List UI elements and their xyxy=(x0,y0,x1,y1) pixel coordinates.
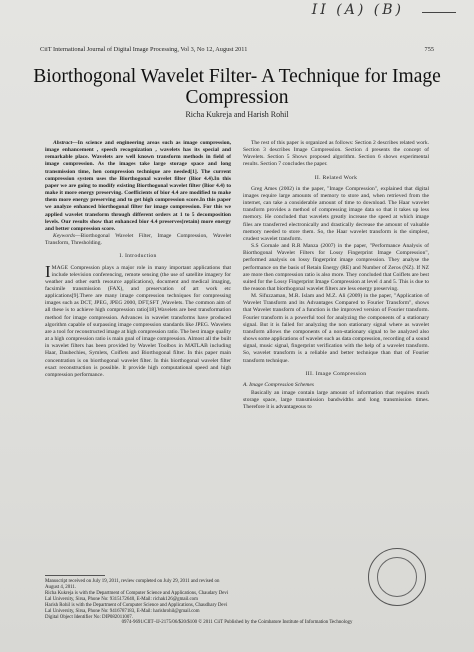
journal-info: CiiT International Journal of Digital Image Processing, Vol 3, No 12, August 2011 xyxy=(40,46,248,53)
section-heading-related-work: II. Related Work xyxy=(314,174,358,181)
section-heading-image-compression: III. Image Compression xyxy=(305,370,367,377)
footnote-received: Manuscript received on July 19, 2011, review completed on July 29, 2011 and revised on August 4, 2011. xyxy=(45,579,220,590)
handwritten-arrow xyxy=(422,12,456,13)
page-number: 755 xyxy=(424,46,434,53)
subsection-heading-schemes: A. Image Compression Schemes xyxy=(243,381,314,388)
related-work-sifuzzaman: M. Sifuzzaman, M.R. Islam and M.Z. Ali (2009) in the paper, "Application of Wavelet Transform and its Advantages Compared to Fourier Transform", shows that Wavelet transform of a function is the improved version of Fourier transform. Fourier transform is a powerful tool for analyzing the components of a stationary signal. But it is failed for analyzing the non stationary signal where as wavelet transform allows the components of a non-stationary signal to be analyzed also shows some applications of wavelet such as data compression, recording of a sound signal, music signal, fingerprint verification with the help of a wavelet transform. So, wavelet transform is a reliable and better technique than that of Fourier transform technique. xyxy=(243,293,429,364)
footnotes xyxy=(45,575,231,621)
footnote-rule xyxy=(45,575,105,576)
library-stamp xyxy=(368,548,426,606)
left-column xyxy=(45,140,231,379)
handwritten-marks: II (A) (B) xyxy=(311,2,404,18)
footnote-author1: Richa Kukreja is with the Department of Computer Science and Applications, Chaudary Devi Lal University, Sirsa, Phone No: 9315172640, E-Mail: richak126@gmail.com xyxy=(45,591,229,602)
footnote-doi: Digital Object Identifier No: DIP082011007. xyxy=(45,615,133,620)
related-work-ames: Greg Ames (2002) in the paper, "Image Compression", explained that digital images require large amounts of memory to store and, when retrieved from the internet, can take a considerable amount of time to download. The Haar wavelet transform provides a method of compressing image data so that it takes up less memory. He concluded that wavelets greatly increase the speed at which image files are transferred electronically and drastically decrease the amount of valuable memory needed to store them. So, the Haar wavelet transform is the simplest, crudest wavelet transform. xyxy=(243,185,429,242)
paper-title: Biorthogonal Wavelet Filter- A Technique for Image Compression xyxy=(33,66,441,108)
image-compression-paragraph: Basically an image contain large amount of information that requires much storage space, large transmission bandwidths and long transmission times. Therefore it is advantageous to xyxy=(243,390,429,411)
abstract xyxy=(45,140,231,233)
keywords xyxy=(45,233,231,247)
paper-authors: Richa Kukreja and Harish Rohil xyxy=(185,110,289,119)
introduction-paragraph xyxy=(45,261,231,380)
abstract-label: Abstract— xyxy=(53,140,78,146)
drop-cap: I xyxy=(45,261,51,281)
right-column xyxy=(243,140,429,411)
related-work-gornale: S.S Gornale and R.R Manza (2007) in the paper, "Performance Analysis of Biorthogonal Wavelet Filters for Lossy Fingerprint Image Compression", performed analysis on lossy fingerprint image compression. They analyse the performance on the basis of Retain Energy (RE) and Number of Zeros (NZ). If NZ are more then compression ratio is also more. They concluded that Coiflets are best suited for the Lossy Fingerprint Image Compression at level 4 and 5. This is due to the reason that biorthogonal wavelet filters are less energy preserving. xyxy=(243,243,429,292)
introduction-text: MAGE Compression plays a major role in many important applications that include television conferencing, remote sensing (the use of satellite imagery for weather and other earth resource applications), document and medical imaging, facsimile transmission (FAX), and preservation of art work etc applications[9].There are many image compression techniques for compressing images such as DCT, JPEG, JPEG 2000, DFT,SFT ,Wavelets. The common aim of all these is to achieve high compression ratio[18].Wavelets are best transformation method for image compression. Advances in wavelet transforms have produced algorithm capable of surpassing image compression standards like JPEG. Wavelets are a tool for reconstructed image at high compression ratio. The best image quality at a high compression ratio is main goal of image compression. Almost all the built in wavelet filters has been provided by Wavelet Toolbox in MATLAB including Haar, Daubechies, Symlets, Coiflets and Biorthogonal filter. In this paper main concentration is on biorthogonal wavelet filter. In this biorthogonal wavelet filter exact reconstruction is possible. It provide high computational speed and high compression performance. xyxy=(45,264,231,378)
page-footer: 0974-9691/CIIT–IJ-2175/06/$20/$100 © 2011 CiiT Published by the Coimbatore Institute of Information Technology xyxy=(121,620,353,625)
keywords-label: Keywords xyxy=(53,233,75,240)
footnote-author2: Harish Rohil is with the Department of Computer Science and Applications, Chaudhary Devi Lal University, Sirsa, Phone No: 9416787183, E-Mail: harishrohil@gmail.com xyxy=(45,603,228,614)
abstract-text: In science and engineering areas such as image compression, image enhancement , speech recognization , wavelets has its special and remarkable place. Wavelets are well known transform methods in field of image compression. As the images take large storage space and long transmission time, hen compression technique are needed[1]. The current compression system uses the Biorthogonal wavelet filter (Bior 4.4).In this paper we are going to modify existing Biorthogonal wavelet filter (Bior 4.4) to make it more energy preserving. Coefficients of bior 4.4 are modified to make them more energy preserving and to get high compression score.In this paper we analyze enhanced biorthogonal filter for image compression. For this we applied wavelet transform through different orders at 1 to 5 decomposition levels. Our results show that enhanced bior 4.4 preserves(retain) more energy and better compression score. xyxy=(45,140,231,232)
keywords-text: —Biorthogonal Wavelet Filter, Image Compression, Wavelet Transform, Thresholding. xyxy=(45,233,231,247)
organization-paragraph: The rest of this paper is organized as follows: Section 2 describes related work. Section 3 describes Image Compression. Section 4 presents the concept of Wavelets. Section 5 Shows proposed algorithm. Section 6 shows experimental results. Section 7 concludes the paper. xyxy=(243,140,429,168)
running-header xyxy=(40,46,434,53)
section-heading-introduction: I. Introduction xyxy=(119,253,157,260)
